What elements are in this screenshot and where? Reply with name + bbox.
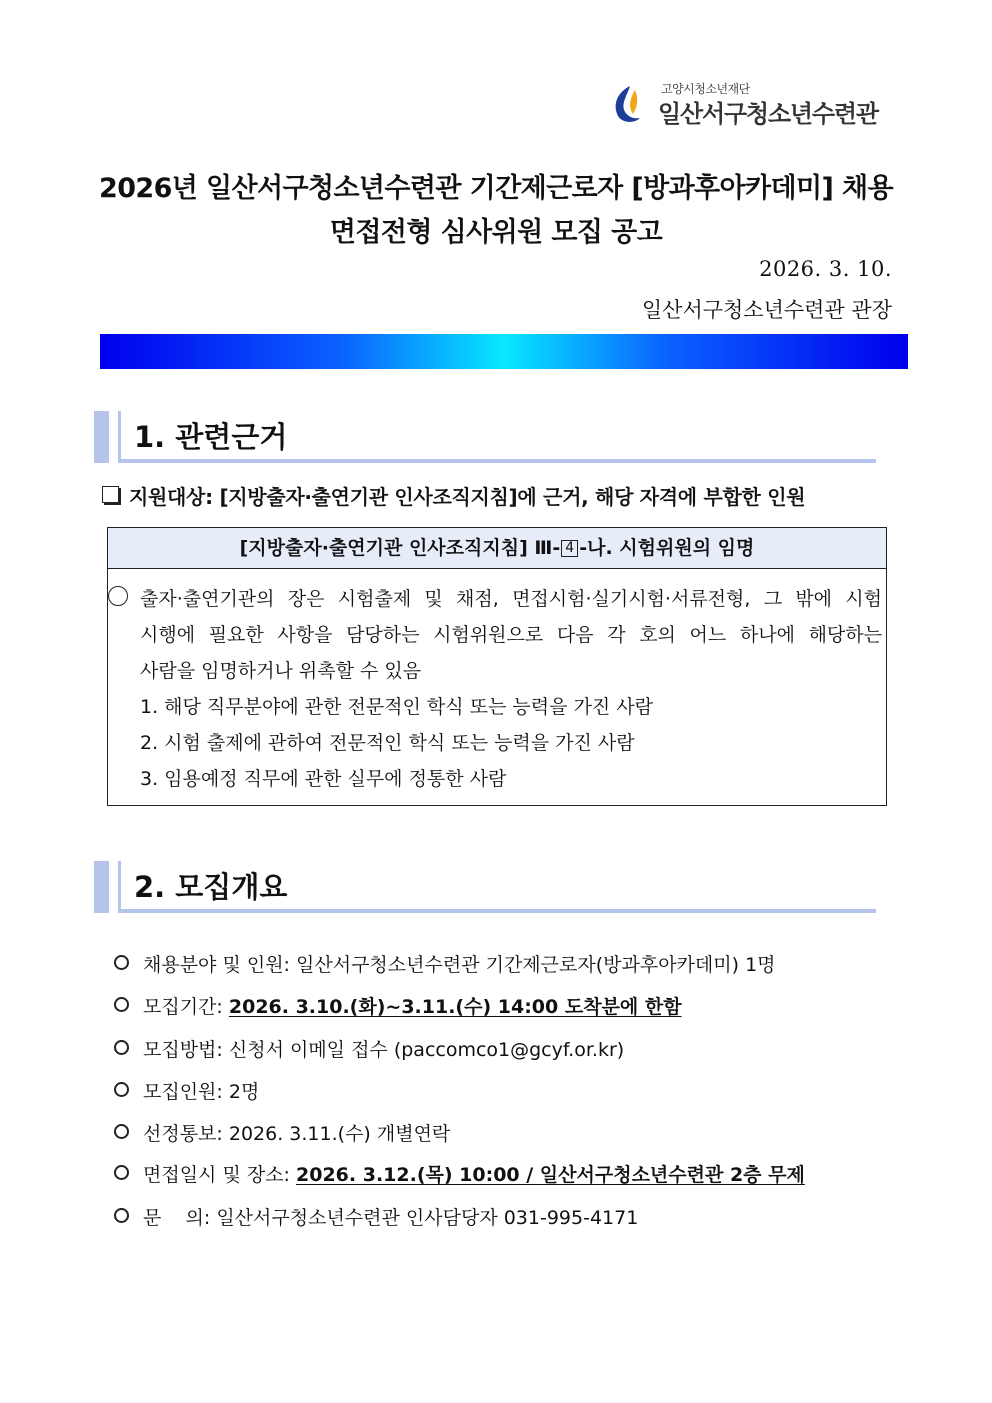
item-value: 2명: [228, 1081, 260, 1103]
logo: [608, 78, 888, 128]
overview-item-notice: [114, 1119, 450, 1146]
boxed-number: 4: [561, 540, 578, 557]
circle-bullet-icon: [114, 1082, 129, 1097]
document-title-line2: 면접전형 심사위원 모집 공고: [329, 217, 663, 248]
circle-bullet-icon: [114, 1124, 129, 1139]
section-accent: [94, 861, 109, 913]
item-value: 신청서 이메일 접수 (paccomco1@gcyf.or.kr): [228, 1039, 625, 1061]
section-header-basis: [94, 411, 876, 463]
circle-bullet-icon: [114, 1208, 129, 1223]
overview-item-interview: [114, 1160, 805, 1187]
checkbox-bullet-icon: [102, 486, 119, 503]
item-value-highlight: 2026. 3.10.(화)~3.11.(수) 14:00 도착분에 한함: [228, 996, 682, 1018]
regulation-header-suffix: -나. 시험위원의 임명: [579, 537, 755, 559]
regulation-header-prefix: [지방출자·출연기관 인사조직지침] Ⅲ-: [239, 537, 561, 559]
circle-bullet-icon: [114, 955, 129, 970]
section-title: 2. 모집개요: [134, 870, 288, 904]
item-label: 선정통보:: [143, 1123, 223, 1145]
section-underline: [118, 909, 876, 913]
regulation-text-line: 시행에 필요한 사항을 담당하는 시험위원으로 다음 각 호의 어느 하나에 해당하는: [140, 624, 882, 646]
item-value: 일산서구청소년수련관 인사담당자 031-995-4171: [216, 1207, 639, 1229]
regulation-box-header: [108, 528, 886, 569]
item-label: 면접일시 및 장소:: [143, 1164, 290, 1186]
item-label: 채용분야 및 인원:: [143, 954, 290, 976]
circle-bullet-icon: [108, 586, 128, 606]
section-accent: [94, 411, 109, 463]
circle-bullet-icon: [114, 997, 129, 1012]
regulation-item: 3. 임용예정 직무에 관한 실무에 정통한 사람: [140, 768, 507, 790]
item-value-highlight: 2026. 3.12.(목) 10:00 / 일산서구청소년수련관 2층 무제: [296, 1164, 805, 1186]
section-title: 1. 관련근거: [134, 420, 288, 454]
logo-center-name: 일산서구청소년수련관: [658, 100, 878, 128]
regulation-box: [107, 527, 887, 806]
target-line: [102, 481, 805, 510]
section-line: [118, 861, 121, 913]
circle-bullet-icon: [114, 1040, 129, 1055]
regulation-text-line: 사람을 임명하거나 위촉할 수 있음: [140, 660, 422, 682]
section-line: [118, 411, 121, 463]
overview-item-contact: [114, 1203, 638, 1230]
section-header-overview: [94, 861, 876, 913]
overview-item-method: [114, 1035, 624, 1062]
regulation-item: 2. 시험 출제에 관하여 전문적인 학식 또는 능력을 가진 사람: [140, 732, 635, 754]
document-title-line1: 2026년 일산서구청소년수련관 기간제근로자 [방과후아카데미] 채용: [99, 173, 893, 204]
item-value: 2026. 3.11.(수) 개별연락: [228, 1123, 451, 1145]
item-value: 일산서구청소년수련관 기간제근로자(방과후아카데미) 1명: [296, 954, 776, 976]
gradient-divider: [100, 334, 908, 369]
section-underline: [118, 459, 876, 463]
foundation-logo-icon: [608, 82, 652, 126]
overview-item-period: [114, 992, 682, 1019]
item-label: 모집기간:: [143, 996, 223, 1018]
issuer: 일산서구청소년수련관 관장: [641, 298, 892, 322]
item-label: 모집인원:: [143, 1081, 223, 1103]
overview-item-count: [114, 1077, 259, 1104]
announcement-date: 2026. 3. 10.: [759, 257, 892, 281]
regulation-item: 1. 해당 직무분야에 관한 전문적인 학식 또는 능력을 가진 사람: [140, 696, 653, 718]
target-text: 지원대상: [지방출자·출연기관 인사조직지침]에 근거, 해당 자격에 부합한 인원: [129, 485, 806, 509]
circle-bullet-icon: [114, 1165, 129, 1180]
overview-item-field: [114, 950, 776, 977]
item-label: 문 의:: [143, 1207, 211, 1229]
item-label: 모집방법:: [143, 1039, 223, 1061]
logo-foundation-name: 고양시청소년재단: [661, 82, 750, 96]
regulation-text-line: 출자·출연기관의 장은 시험출제 및 채점, 면접시험·실기시험·서류전형, 그 밖에 시험: [140, 588, 882, 610]
